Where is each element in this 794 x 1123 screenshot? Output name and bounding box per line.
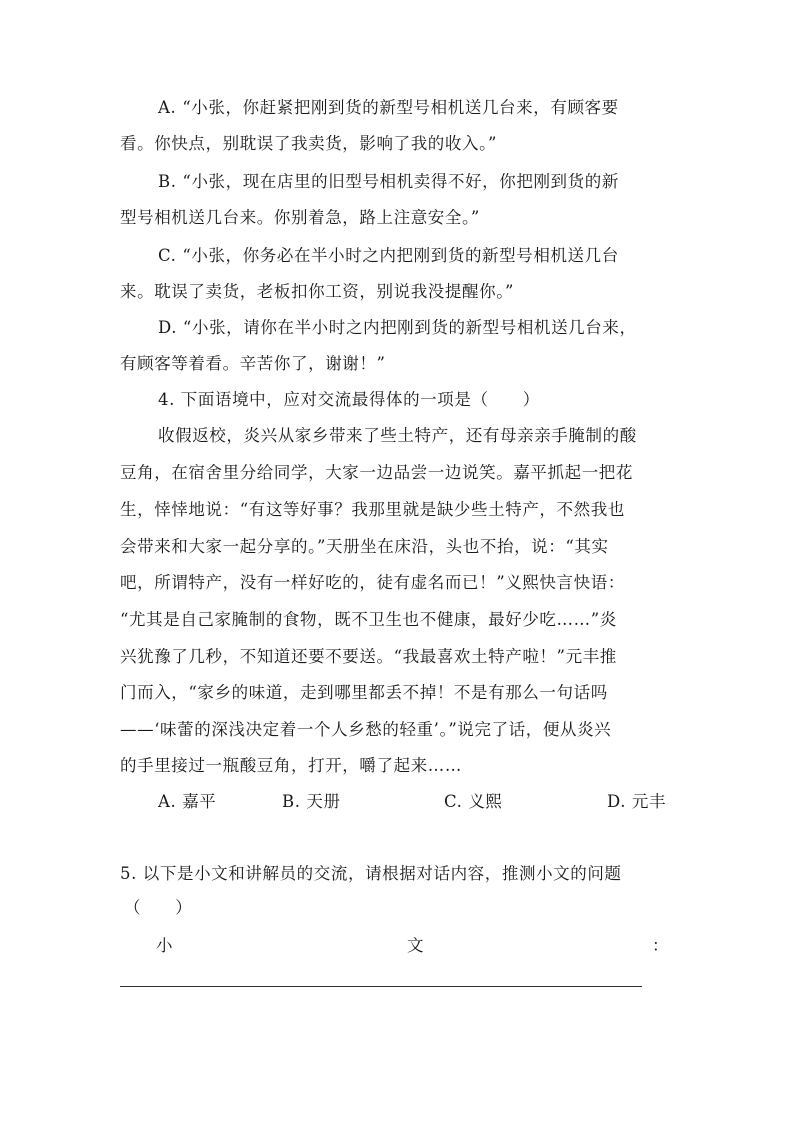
- q4-passage-line: 吧，所谓特产，没有一样好吃的，徒有虚名而已！”义熙快言快语：: [120, 573, 625, 592]
- q3-option-a-line1: A. “小张，你赶紧把刚到货的新型号相机送几台来，有顾客要: [158, 98, 619, 117]
- q3-option-a-line2: 看。你快点，别耽误了我卖货，影响了我的收入。”: [120, 134, 497, 153]
- q4-passage-line: 生，悻悻地说：“有这等好事？我那里就是缺少些土特产，不然我也: [120, 500, 625, 519]
- q4-option-d: D. 元丰: [607, 792, 667, 811]
- q4-passage-line: 豆角，在宿舍里分给同学，大家一边品尝一边说笑。嘉平抓起一把花: [120, 463, 633, 482]
- q3-option-d-line2: 有顾客等着看。辛苦你了，谢谢！”: [120, 354, 386, 373]
- q4-passage-line: “尤其是自己家腌制的食物，既不卫生也不健康，最好少吃……”炎: [120, 610, 617, 629]
- q3-option-d-line1: D. “小张，请你在半小时之内把刚到货的新型号相机送几台来，: [158, 318, 637, 337]
- q3-option-b-line2: 型号相机送几台来。你别着急，路上注意安全。”: [120, 208, 480, 227]
- q4-passage-line: ——‘味蕾的深浅决定着一个人乡愁的轻重’。”说完了话，便从炎兴: [120, 720, 612, 739]
- answer-blank-line[interactable]: [120, 986, 642, 987]
- q4-option-a: A. 嘉平: [158, 792, 217, 811]
- q4-passage-line: 门而入，“家乡的味道，走到哪里都丢不掉！不是有那么一句话吗: [120, 683, 608, 702]
- q4-passage-line: 的手里接过一瓶酸豆角，打开，嚼了起来……: [120, 756, 462, 775]
- q4-passage-line: 会带来和大家一起分享的。”天册坐在床沿，头也不抬，说：“其实: [120, 537, 609, 556]
- q5-stem: 5. 以下是小文和讲解员的交流，请根据对话内容，推测小文的问题: [120, 864, 622, 883]
- q4-passage-line: 收假返校，炎兴从家乡带来了些土特产，还有母亲亲手腌制的酸: [158, 426, 637, 445]
- q3-option-c-line1: C. “小张，你务必在半小时之内把刚到货的新型号相机送几台: [158, 246, 619, 265]
- speaker-char: 小: [156, 936, 174, 955]
- q4-option-c: C. 义熙: [444, 792, 503, 811]
- q3-option-b-line1: B. “小张，现在店里的旧型号相机卖得不好，你把刚到货的新: [158, 172, 619, 191]
- q5-answer-paren: （ ）: [124, 898, 193, 917]
- speaker-char: 文: [407, 936, 425, 955]
- speaker-colon: ：: [652, 936, 670, 955]
- q4-stem: 4. 下面语境中，应对交流最得体的一项是（ ）: [158, 390, 540, 409]
- q4-passage-line: 兴犹豫了几秒，不知道还要不要送。“我最喜欢土特产啦！”元丰推: [120, 647, 617, 666]
- q3-option-c-line2: 来。耽误了卖货，老板扣你工资，别说我没提醒你。”: [120, 282, 515, 301]
- q4-option-b: B. 天册: [282, 792, 341, 811]
